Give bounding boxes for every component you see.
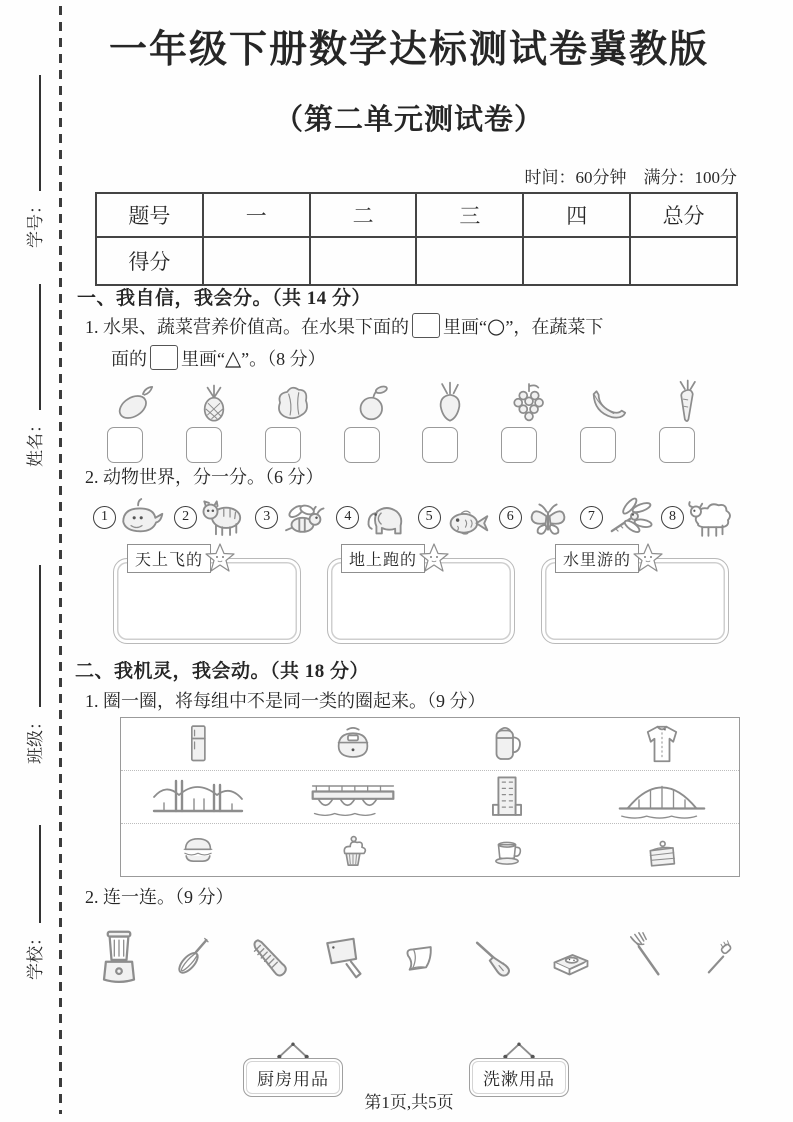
animal-item [499, 492, 573, 542]
student-info-field [16, 812, 50, 980]
answer-box [501, 427, 537, 463]
classify-grid-cell [121, 771, 276, 823]
star-icon [418, 542, 450, 574]
match-item [315, 930, 371, 986]
score-table-header-row [96, 193, 737, 237]
dragonfly-icon [604, 492, 654, 542]
score-table-cell: 得分 [96, 237, 203, 285]
match-item [467, 931, 521, 985]
category-label [341, 544, 450, 574]
score-table-cell: 三 [416, 193, 523, 237]
q1-text-seg: ”，在蔬菜下 [505, 317, 604, 337]
animal-number: 2 [174, 506, 197, 529]
animal-item [418, 492, 492, 542]
orange-icon [349, 379, 395, 425]
spatula-icon [467, 931, 521, 985]
question-2-2-text: 2. 连一连。（9 分） [85, 887, 234, 907]
classify-grid-cell [585, 718, 740, 770]
category-label-text: 地上跑的 [341, 544, 425, 573]
answer-box [344, 427, 380, 463]
whisk-icon [169, 931, 221, 985]
match-item [241, 931, 295, 985]
write-in-line [26, 284, 41, 410]
classify-grid [120, 717, 740, 877]
score-table-cell: 题号 [96, 193, 203, 237]
fruit-cell [651, 379, 723, 463]
category-label [555, 544, 664, 574]
rice-cooker-icon [325, 721, 381, 767]
cleaver-icon [315, 930, 371, 986]
inline-answer-box [150, 345, 178, 370]
student-info-field [16, 560, 50, 764]
q1-text-seg: 面的 [111, 349, 147, 369]
category-label-text: 天上飞的 [127, 544, 211, 573]
animal-row [93, 492, 735, 542]
page-footer: 第1页,共5页 [364, 1093, 454, 1112]
sign-label: 厨房用品 [257, 1070, 329, 1089]
animal-number: 5 [418, 506, 441, 529]
score-blank-cell [310, 237, 417, 285]
score-table-cell: 四 [523, 193, 630, 237]
cabbage-icon [270, 379, 316, 425]
classify-grid-cell [276, 771, 431, 823]
fruit-cell [257, 379, 329, 463]
category-label-text: 水里游的 [555, 544, 639, 573]
section-1-heading: 一、我自信，我会分。（共 14 分） [77, 288, 372, 309]
category-box [327, 552, 515, 644]
animal-number: 6 [499, 506, 522, 529]
student-info-field [16, 277, 50, 467]
q1-text-seg: ”。（8 分） [241, 349, 326, 369]
towel-icon [391, 933, 447, 983]
animal-number: 8 [661, 506, 684, 529]
burger-icon [175, 829, 221, 871]
building-icon [482, 772, 532, 822]
animal-number: 7 [580, 506, 603, 529]
fruit-cell [178, 379, 250, 463]
radish-icon [427, 379, 473, 425]
animal-item [255, 492, 329, 542]
animal-item [174, 492, 248, 542]
score-blank-cell [416, 237, 523, 285]
animal-item [336, 492, 410, 542]
comb-icon [241, 931, 295, 985]
write-in-line [26, 565, 41, 707]
pineapple-icon [191, 379, 237, 425]
cake-icon [639, 828, 685, 872]
score-table-score-row [96, 237, 737, 285]
match-item [621, 927, 673, 989]
fruit-cell [414, 379, 486, 463]
match-item [693, 933, 739, 983]
answer-box [107, 427, 143, 463]
fork-icon [621, 927, 673, 989]
fruit-row [99, 379, 723, 463]
score-table-cell: 二 [310, 193, 417, 237]
steel-bridge-icon [611, 774, 713, 820]
section-2-heading: 二、我机灵，我会动。（共 18 分） [75, 661, 370, 682]
q1-text-seg: 1. 水果、蔬菜营养价值高。在水果下面的 [85, 317, 409, 337]
tiger-icon [198, 492, 248, 542]
grapes-icon [506, 379, 552, 425]
score-blank-cell [523, 237, 630, 285]
answer-box [422, 427, 458, 463]
answer-box [659, 427, 695, 463]
seal-dashed-line [59, 6, 62, 1114]
classify-grid-cell [430, 771, 585, 823]
classify-grid-cell [276, 824, 431, 876]
classify-grid-cell [585, 824, 740, 876]
cupcake-icon [331, 827, 375, 873]
question-1-1-text [85, 311, 737, 375]
banana-icon [585, 379, 631, 425]
fish-icon [442, 492, 492, 542]
score-table-cell: 总分 [630, 193, 737, 237]
fruit-cell [572, 379, 644, 463]
classify-grid-cell [430, 824, 585, 876]
animal-number: 1 [93, 506, 116, 529]
time-score-meta: 时间：60分钟 满分：100分 [524, 168, 737, 187]
answer-box [265, 427, 301, 463]
suspension-bridge-icon [147, 773, 249, 821]
classify-grid-row [121, 824, 739, 876]
shirt-icon [637, 720, 687, 768]
category-box [113, 552, 301, 644]
score-blank-cell [630, 237, 737, 285]
student-info-label: 班级： [25, 713, 45, 764]
match-item [391, 933, 447, 983]
page-title: 一年级下册数学达标测试卷冀教版 [108, 29, 709, 71]
answer-box [580, 427, 616, 463]
paper-content [75, 0, 743, 1122]
star-icon [204, 542, 236, 574]
write-in-line [26, 75, 41, 191]
butterfly-icon [523, 492, 573, 542]
score-blank-cell [203, 237, 310, 285]
animal-item [661, 492, 735, 542]
animal-number: 3 [255, 506, 278, 529]
student-info-field [16, 72, 50, 248]
write-in-line [26, 825, 41, 923]
classify-grid-cell [585, 771, 740, 823]
match-item-row [89, 910, 739, 1006]
classify-grid-cell [121, 824, 276, 876]
classify-grid-row [121, 718, 739, 771]
coffee-cup-icon [483, 829, 531, 871]
student-info-label: 学号： [25, 197, 45, 248]
refrigerator-icon [176, 719, 220, 769]
classify-grid-cell [121, 718, 276, 770]
category-row [113, 552, 729, 644]
question-2-1-text: 1. 圈一圈，将每组中不是同一类的圈起来。（9 分） [85, 691, 486, 711]
inline-answer-box [412, 313, 440, 338]
fruit-cell [493, 379, 565, 463]
eggplant-icon [112, 379, 158, 425]
category-label [127, 544, 236, 574]
soap-icon [541, 934, 601, 982]
page-subtitle: （第二单元测试卷） [273, 104, 544, 136]
classify-grid-cell [276, 718, 431, 770]
sign-label: 洗漱用品 [483, 1070, 555, 1089]
score-table [95, 192, 738, 286]
carrot-icon [664, 379, 710, 425]
question-1-2-text: 2. 动物世界，分一分。（6 分） [85, 467, 324, 487]
animal-number: 4 [336, 506, 359, 529]
circle-glyph: ○ [487, 314, 506, 338]
fruit-cell [99, 379, 171, 463]
whale-icon [117, 492, 167, 542]
bee-icon [279, 492, 329, 542]
triangle-glyph: △ [225, 346, 242, 370]
match-item [541, 934, 601, 982]
student-info-label: 学校： [25, 929, 45, 980]
animal-item [93, 492, 167, 542]
blender-icon [89, 912, 149, 1004]
q1-text-seg: 里画“ [443, 317, 487, 337]
match-item [89, 912, 149, 1004]
sheep-icon [685, 492, 735, 542]
fruit-cell [336, 379, 408, 463]
star-icon [632, 542, 664, 574]
answer-box [186, 427, 222, 463]
elephant-icon [360, 492, 410, 542]
category-box [541, 552, 729, 644]
classify-grid-cell [430, 718, 585, 770]
arch-bridge-icon [302, 775, 404, 819]
classify-grid-row [121, 771, 739, 824]
q1-text-seg: 里画“ [181, 349, 225, 369]
student-info-label: 姓名： [25, 416, 45, 467]
toothbrush-icon [693, 933, 739, 983]
score-table-cell: 一 [203, 193, 310, 237]
kettle-icon [481, 720, 533, 768]
animal-item [580, 492, 654, 542]
match-item [169, 931, 221, 985]
